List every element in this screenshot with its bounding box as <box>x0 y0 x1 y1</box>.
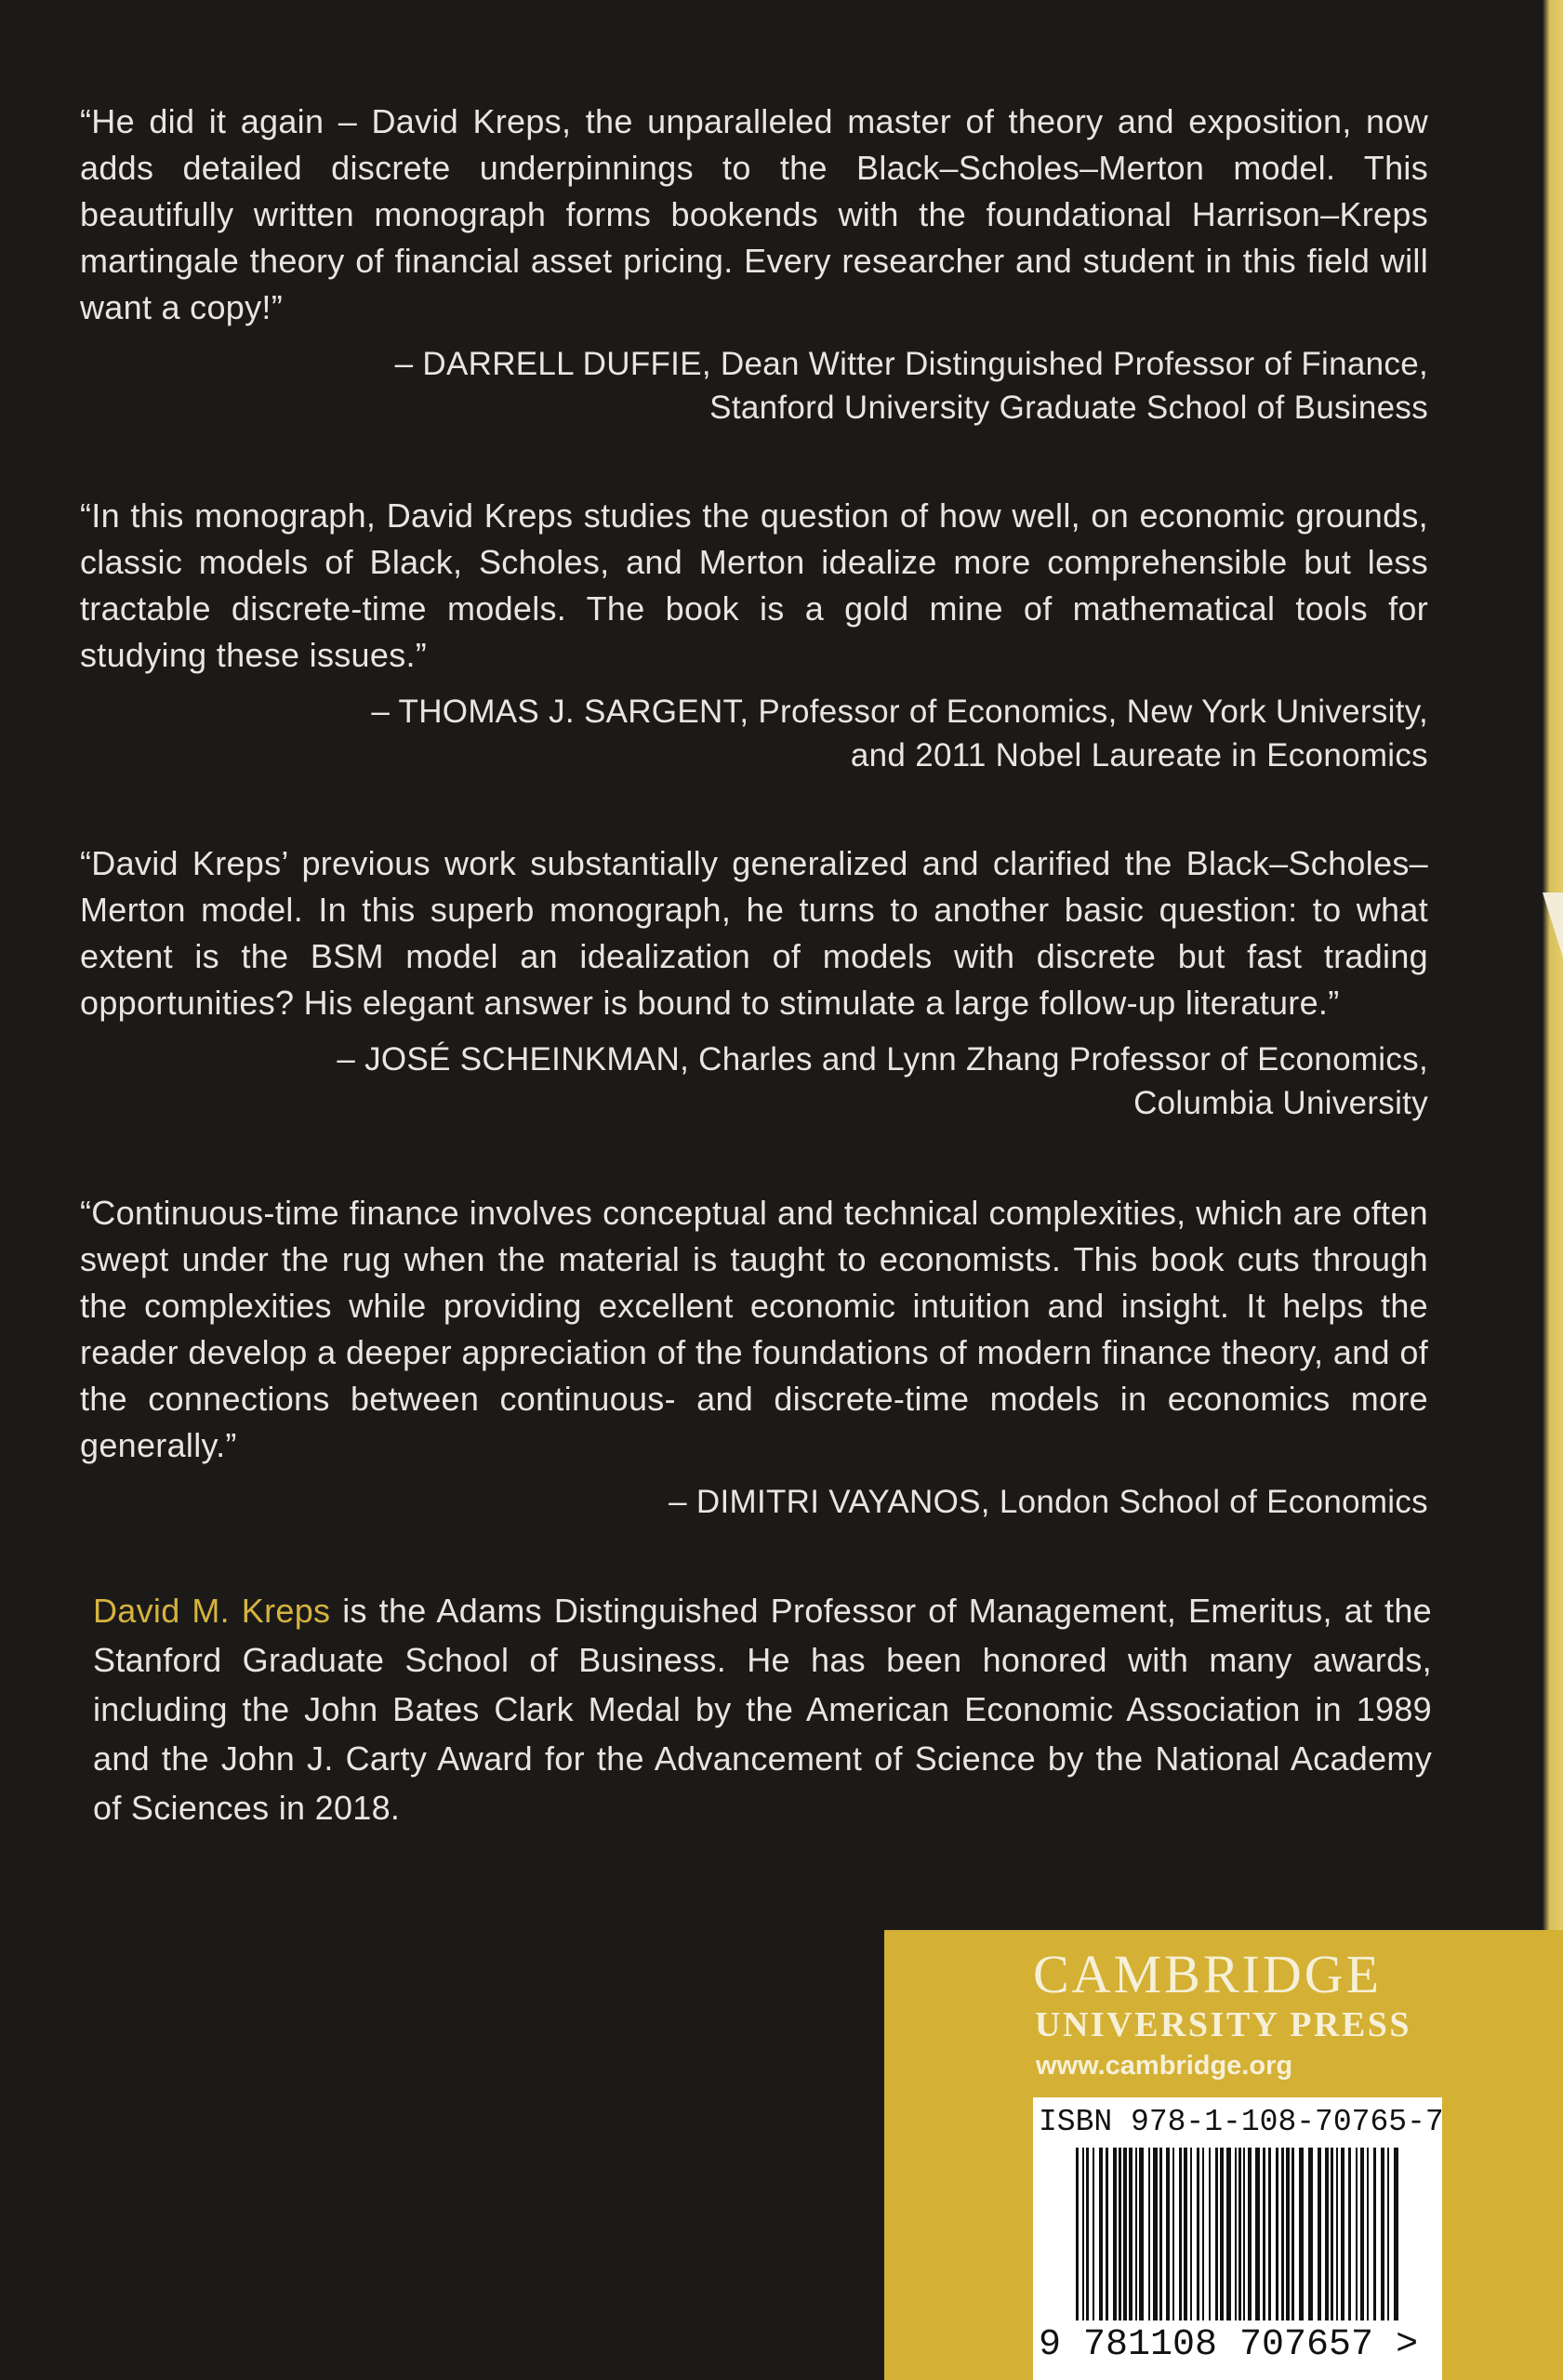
publisher-subtitle: UNIVERSITY PRESS <box>1035 2005 1411 2044</box>
publisher-url: www.cambridge.org <box>1036 2051 1293 2081</box>
isbn-digits: 9 781108 707657 > <box>1039 2324 1419 2366</box>
author-name: David M. Kreps <box>93 1592 331 1630</box>
isbn-label: ISBN 978-1-108-70765-7 <box>1039 2105 1444 2139</box>
attribution-line: – DIMITRI VAYANOS, London School of Economics <box>669 1484 1428 1520</box>
endorsement-attribution <box>80 1038 1428 1125</box>
endorsement-quote: “Continuous-time finance involves conceptual and technical complexities, which are often swept under the rug when the material is taught to economists. This book cuts through the complexities while providing excellent economic intuition and insight. It helps the reader develop a deeper appreciation of the foundations of modern finance theory, and of the connections between continuous- and discrete-time models in economics more generally.” <box>80 1194 1428 1464</box>
endorsement-attribution <box>80 690 1428 777</box>
attribution-line: – THOMAS J. SARGENT, Professor of Economics, New York University, <box>371 694 1428 730</box>
barcode-bars <box>1033 2144 1442 2326</box>
endorsement-attribution <box>80 342 1428 430</box>
endorsement-quote: “David Kreps’ previous work substantially generalized and clarified the Black–Scholes–Merton model. In this superb monograph, he turns to another basic question: to what extent is the BSM model an idealization of models with discrete but fast trading opportunities? His elegant answer is bound to stimulate a large follow-up literature.” <box>80 844 1428 1022</box>
attribution-line: – JOSÉ SCHEINKMAN, Charles and Lynn Zhang Professor of Economics, <box>337 1041 1428 1078</box>
attribution-line: and 2011 Nobel Laureate in Economics <box>850 737 1428 774</box>
author-bio-text: is the Adams Distinguished Professor of Management, Emeritus, at the Stanford Graduate School of Business. He has been honored with many awards, including the John Bates Clark Medal by the American Economic Association in 1989 and the John J. Carty Award for the Advancement of Science by the National Academy of Sciences in 2018. <box>93 1592 1432 1827</box>
spine-notch <box>1543 892 1563 958</box>
publisher-panel <box>884 1930 1563 2380</box>
attribution-line: Stanford University Graduate School of Business <box>709 390 1428 426</box>
endorsement-quote: “He did it again – David Kreps, the unparalleled master of theory and exposition, now adds detailed discrete underpinnings to the Black–Scholes–Merton model. This beautifully written monograph forms bookends with the foundational Harrison–Kreps martingale theory of financial asset pricing. Every researcher and student in this field will want a copy!” <box>80 102 1428 326</box>
endorsement-vayanos <box>80 1190 1428 1524</box>
endorsement-attribution <box>80 1480 1428 1524</box>
endorsement-scheinkman <box>80 840 1428 1125</box>
endorsement-duffie <box>80 99 1428 430</box>
endorsement-sargent <box>80 493 1428 777</box>
endorsement-quote: “In this monograph, David Kreps studies the question of how well, on economic grounds, classic models of Black, Scholes, and Merton idealize more comprehensible but less tractable discrete-time models. The book is a gold mine of mathematical tools for studying these issues.” <box>80 496 1428 674</box>
author-bio <box>93 1586 1432 1832</box>
attribution-line: Columbia University <box>1133 1085 1428 1121</box>
barcode-panel <box>1033 2097 1442 2380</box>
publisher-name: CAMBRIDGE <box>1033 1944 1383 2004</box>
attribution-line: – DARRELL DUFFIE, Dean Witter Distinguished Professor of Finance, <box>394 346 1428 382</box>
